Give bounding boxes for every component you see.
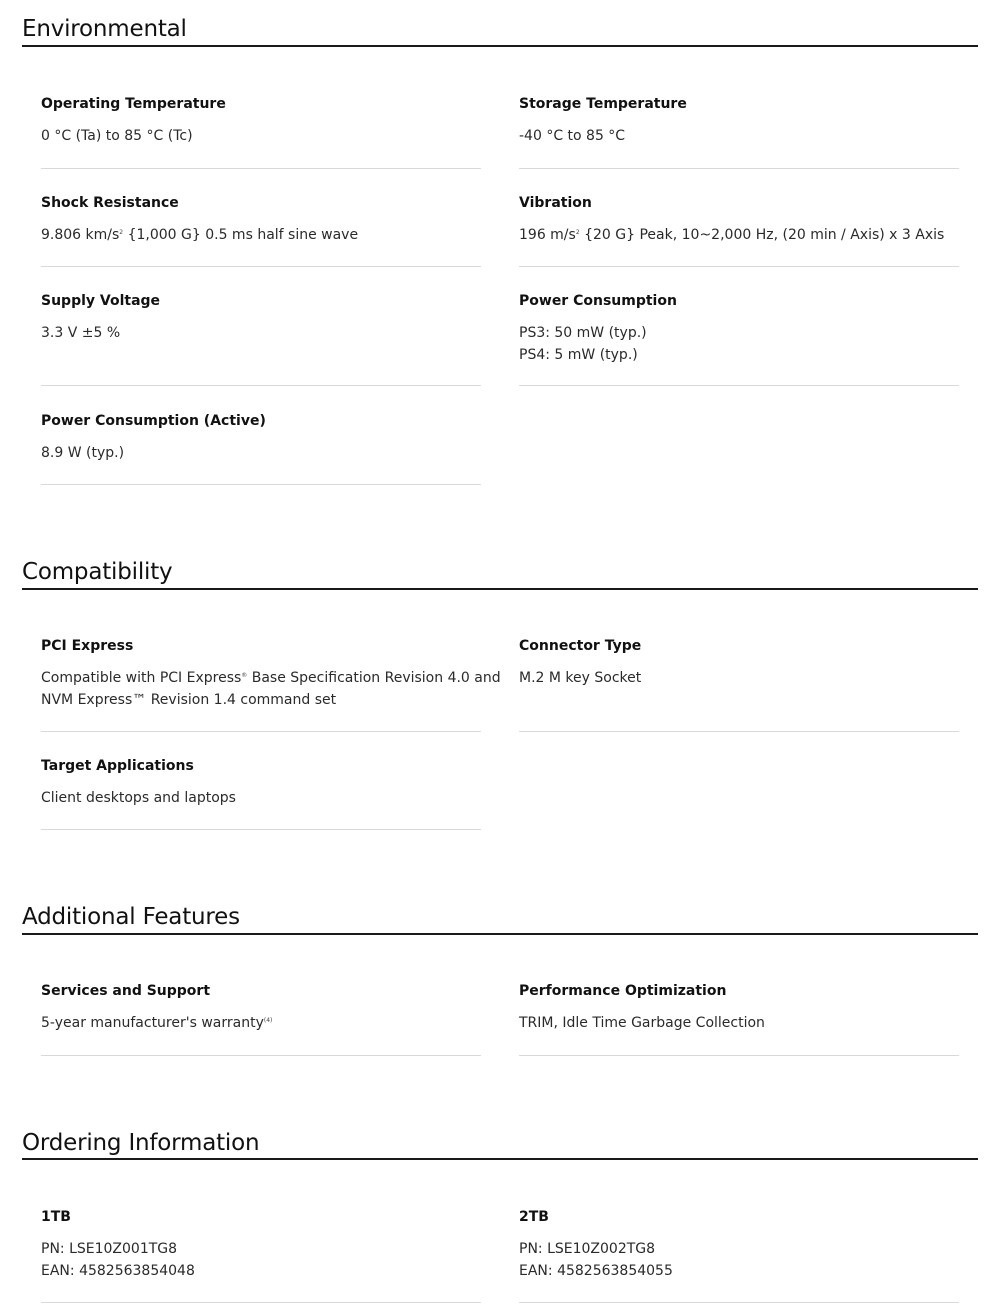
section-additional-features: [22, 902, 978, 1062]
section-environmental: [22, 14, 978, 494]
spec-value: 8.9 W (typ.): [41, 445, 125, 461]
section-title: Compatibility: [22, 559, 173, 585]
spec-target-applications: [41, 756, 481, 830]
spec-value: 3.3 V ±5 %: [41, 325, 121, 341]
registered-mark: ®: [241, 672, 248, 679]
spec-label: Vibration: [519, 195, 592, 211]
spec-value-line: NVM Express™ Revision 1.4 command set: [41, 692, 337, 708]
spec-label: Services and Support: [41, 983, 211, 999]
spec-value: [519, 322, 647, 366]
part-number: PN: LSE10Z001TG8: [41, 1241, 178, 1257]
spec-value-line: PS3: 50 mW (typ.): [519, 325, 647, 341]
spec-value: M.2 M key Socket: [519, 670, 642, 686]
spec-performance-optimization: [519, 981, 959, 1056]
spec-label: Operating Temperature: [41, 96, 226, 112]
spec-operating-temperature: [41, 94, 481, 169]
spec-value-text: 9.806 km/s: [41, 227, 120, 243]
spec-value-text: 5-year manufacturer's warranty: [41, 1015, 264, 1031]
superscript: 2: [575, 229, 580, 236]
spec-value: [519, 1238, 673, 1282]
spec-label: Connector Type: [519, 638, 642, 654]
spec-value-text: {20 G} Peak, 10~2,000 Hz, (20 min / Axis) x 3 Axis: [579, 227, 945, 243]
ean-code: EAN: 4582563854048: [41, 1263, 195, 1279]
spec-2tb: [519, 1207, 959, 1303]
spec-value: TRIM, Idle Time Garbage Collection: [519, 1015, 765, 1031]
spec-label: PCI Express: [41, 638, 134, 654]
spec-power-consumption-active: [41, 411, 481, 485]
section-compatibility: [22, 557, 978, 837]
spec-vibration: [519, 193, 959, 267]
section-title: Ordering Information: [22, 1130, 260, 1156]
spec-value-text: {1,000 G} 0.5 ms half sine wave: [123, 227, 359, 243]
ean-code: EAN: 4582563854055: [519, 1263, 673, 1279]
spec-value: [41, 667, 501, 711]
spec-shock-resistance: [41, 193, 481, 267]
spec-label: Performance Optimization: [519, 983, 727, 999]
spec-label: Storage Temperature: [519, 96, 687, 112]
spec-value-text: 196 m/s: [519, 227, 576, 243]
spec-value: -40 °C to 85 °C: [519, 128, 626, 144]
spec-value-text: Base Specification Revision 4.0 and: [247, 670, 501, 686]
spec-connector-type: [519, 636, 959, 732]
spec-label: 1TB: [41, 1209, 71, 1225]
spec-label: Power Consumption (Active): [41, 413, 266, 429]
footnote-marker: (4): [263, 1017, 273, 1024]
spec-value-line: PS4: 5 mW (typ.): [519, 347, 638, 363]
spec-label: Target Applications: [41, 758, 194, 774]
spec-value: [41, 1012, 272, 1034]
section-divider: [22, 45, 978, 47]
spec-1tb: [41, 1207, 481, 1303]
spec-storage-temperature: [519, 94, 959, 169]
section-ordering-information: [22, 1128, 978, 1308]
superscript: 2: [119, 229, 124, 236]
spec-pci-express: [41, 636, 501, 732]
spec-value: [41, 224, 358, 246]
section-title: Additional Features: [22, 904, 240, 930]
spec-power-consumption: [519, 291, 959, 386]
spec-value: 0 °C (Ta) to 85 °C (Tc): [41, 128, 193, 144]
section-divider: [22, 1158, 978, 1160]
spec-supply-voltage: [41, 291, 481, 386]
spec-value: [41, 1238, 195, 1282]
section-divider: [22, 933, 978, 935]
spec-label: Shock Resistance: [41, 195, 179, 211]
spec-label: 2TB: [519, 1209, 549, 1225]
section-divider: [22, 588, 978, 590]
spec-value-text: Compatible with PCI Express: [41, 670, 242, 686]
spec-value: [519, 224, 944, 246]
spec-label: Power Consumption: [519, 293, 677, 309]
spec-value-line: [41, 667, 501, 689]
part-number: PN: LSE10Z002TG8: [519, 1241, 656, 1257]
spec-label: Supply Voltage: [41, 293, 161, 309]
spec-value: Client desktops and laptops: [41, 790, 236, 806]
spec-services-support: [41, 981, 481, 1056]
section-title: Environmental: [22, 16, 187, 42]
